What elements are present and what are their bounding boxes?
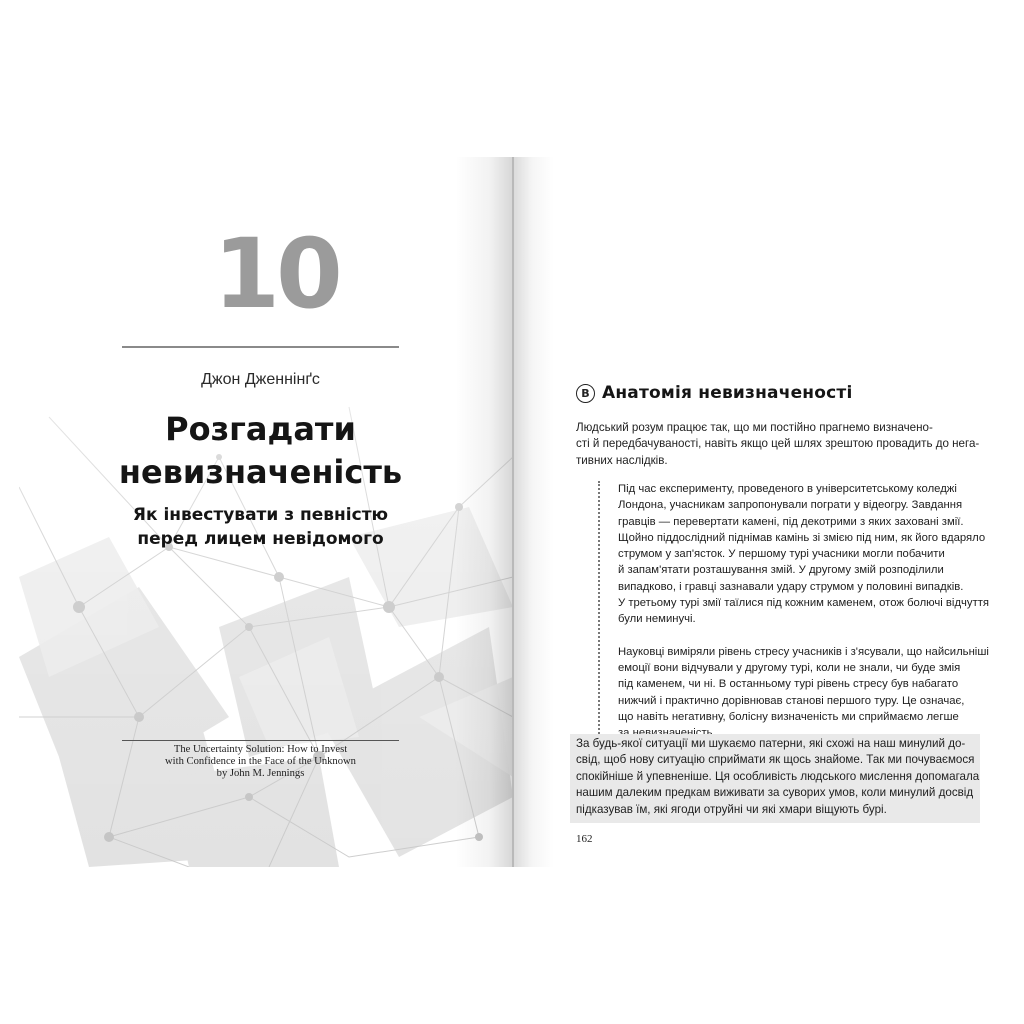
author-name: Джон Дженнінґс [201,371,320,388]
original-title-line: The Uncertainty Solution: How to Invest [173,744,348,755]
text-line: й запам'ятати розташування змій. У другому змій розподілили [618,564,944,577]
quote-paragraph [618,481,990,628]
quote-paragraph [618,644,989,742]
chapter-number: 10 [213,218,339,330]
original-title-divider [122,740,399,741]
chapter-divider [122,346,399,348]
quote-block [598,481,990,741]
text-line: Людський розум працює так, що ми постійно прагнемо визначено- [576,421,933,434]
text-line: Під час експерименту, проведеного в університетському коледжі [618,483,957,495]
text-line: гравців — перевертати камені, під декотрими з яких заховані змії. [618,515,964,528]
left-page [19,157,513,867]
right-page [514,157,1005,867]
text-line: За будь-якої ситуації ми шукаємо патерни, які схожі на наш минулий до- [576,737,966,750]
gutter-shadow-right [514,157,554,867]
section-letter-icon: В [576,384,595,403]
text-line: сті й передбачуваності, навіть якщо цей шлях зрештою провадить до нега- [576,437,980,451]
original-title [122,744,399,780]
text-line: були неминучі. [618,613,696,626]
intro-paragraph [576,420,980,469]
closing-paragraph [576,736,980,818]
text-line: під каменем, чи ні. В останньому турі рівень стресу був набагато [618,678,959,691]
book-title [79,408,442,494]
page-number: 162 [576,833,593,845]
book-subtitle-line: перед лицем невідомого [137,529,384,549]
text-line: У третьому турі змії таїлися під кожним каменем, отож болючі відчуття [618,597,990,610]
text-line: Науковці виміряли рівень стресу учасників і з'ясували, що найсильніші [618,645,989,658]
book-title-line: невизначеність [118,453,403,491]
text-line: тивних наслідків. [576,453,668,467]
text-line: Щойно піддослідний піднімав камінь зі змією під ним, як його вдаряло [618,531,986,544]
gutter-shadow-left [455,157,513,867]
text-line: нашим далеким предкам виживати за суворих умов, коли минулий досвід [576,786,974,800]
text-line: свід, щоб нову ситуацію сприймати як щось знайоме. Так ми почуваємося [576,753,975,767]
text-line: емоції вони відчували у другому турі, коли не знали, чи буде змія [618,661,961,674]
text-line: підказував їм, які ягоди отруйні чи які хмари віщують бурі. [576,802,887,816]
book-subtitle-line: Як інвестувати з певністю [132,505,389,525]
text-line: що навіть негативну, болісну визначеність ми сприймаємо легше [618,710,959,723]
text-line: спокійніше й упевненіше. Ця особливість людського мислення допомагала [576,769,980,783]
original-title-line: with Confidence in the Face of the Unknown [165,756,356,767]
original-title-line: by John M. Jennings [216,768,305,779]
text-line: випадково, і гравці зазнавали удару струмом у половині випадків. [618,580,964,593]
text-line: нижчий і практично дорівнював станові першого туру. Це означає, [618,694,965,707]
book-subtitle [79,503,442,551]
text-line: струмом у зап'ясток. У першому турі учасники могли побачити [618,548,945,561]
section-heading [576,381,956,405]
section-title: Анатомія невизначеності [602,383,853,403]
paragraph-gap [600,628,980,644]
text-line: Лондона, учасникам запропонували пограти у відеогру. Завдання [618,499,963,512]
book-title-line: Розгадати [165,410,356,448]
